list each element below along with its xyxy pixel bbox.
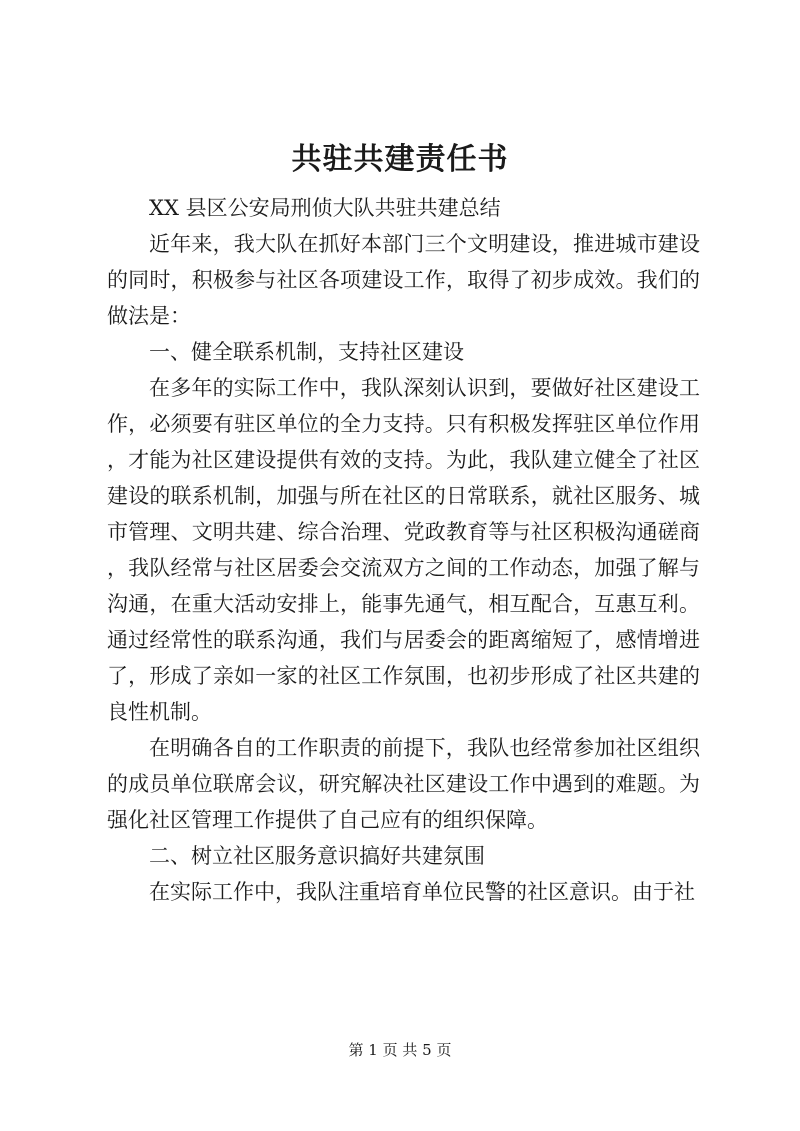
- section-heading-2: 二、树立社区服务意识搞好共建氛围: [149, 844, 485, 868]
- section-heading-1: 一、健全联系机制，支持社区建设: [149, 340, 464, 364]
- intro-paragraph: 近年来，我大队在抓好本部门三个文明建设，推进城市建设的同时，积极参与社区各项建设工作，取得了初步成效。我们的做法是：: [107, 232, 700, 328]
- body-paragraph: 在多年的实际工作中，我队深刻认识到，要做好社区建设工作，必须要有驻区单位的全力支持。只有积极发挥驻区单位作用，才能为社区建设提供有效的支持。为此，我队建立健全了社区建设的联系机制，加强与所在社区的日常联系，就社区服务、城市管理、文明共建、综合治理、党政教育等与社区积极沟通磋商，我队经常与社区居委会交流双方之间的工作动态，加强了解与沟通，在重大活动安排上，能事先通气，相互配合，互惠互利。通过经常性的联系沟通，我们与居委会的距离缩短了，感情增进了，形成了亲如一家的社区工作氛围，也初步形成了社区共建的良性机制。: [107, 376, 700, 724]
- document-title: 共驻共建责任书: [291, 142, 509, 177]
- body-paragraph: 在实际工作中，我队注重培育单位民警的社区意识。由于社: [149, 880, 695, 904]
- body-paragraph: 在明确各自的工作职责的前提下，我队也经常参加社区组织的成员单位联席会议，研究解决社区建设工作中遇到的难题。为强化社区管理工作提供了自己应有的组织保障。: [107, 736, 700, 832]
- page-number-footer: 第 1 页 共 5 页: [348, 1041, 452, 1059]
- document-body: [107, 190, 700, 910]
- subtitle-paragraph: XX 县区公安局刑侦大队共驻共建总结: [149, 196, 501, 220]
